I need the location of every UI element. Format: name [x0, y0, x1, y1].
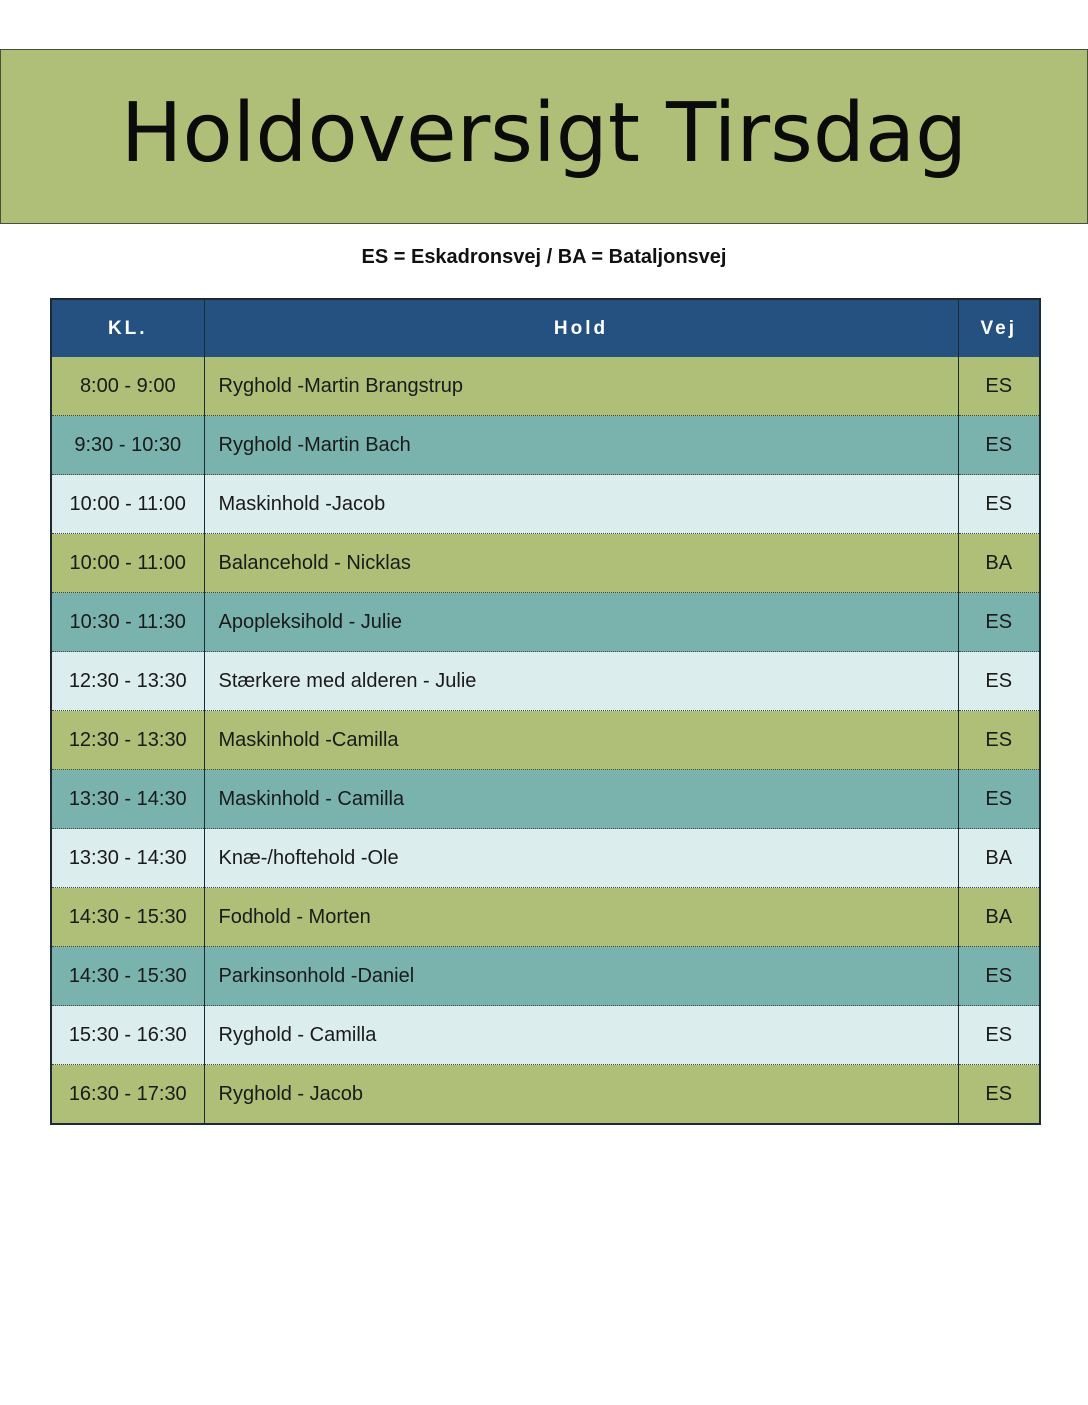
row-hold: Parkinsonhold -Daniel [204, 947, 958, 1006]
table-row [51, 652, 1040, 711]
row-hold: Ryghold - Jacob [204, 1065, 958, 1125]
table-row [51, 770, 1040, 829]
schedule-table [50, 298, 1041, 1125]
row-time: 13:30 - 14:30 [51, 770, 204, 829]
table-row [51, 947, 1040, 1006]
row-time: 14:30 - 15:30 [51, 888, 204, 947]
row-hold: Stærkere med alderen - Julie [204, 652, 958, 711]
table-row [51, 534, 1040, 593]
row-time: 8:00 - 9:00 [51, 357, 204, 416]
row-vej: ES [958, 947, 1040, 1006]
header-hold: Hold [204, 299, 958, 357]
row-time: 13:30 - 14:30 [51, 829, 204, 888]
row-vej: ES [958, 770, 1040, 829]
row-hold: Ryghold - Camilla [204, 1006, 958, 1065]
row-time: 10:00 - 11:00 [51, 475, 204, 534]
row-vej: ES [958, 416, 1040, 475]
row-vej: ES [958, 652, 1040, 711]
row-hold: Maskinhold -Jacob [204, 475, 958, 534]
row-hold: Fodhold - Morten [204, 888, 958, 947]
row-hold: Apopleksihold - Julie [204, 593, 958, 652]
row-time: 15:30 - 16:30 [51, 1006, 204, 1065]
row-time: 12:30 - 13:30 [51, 711, 204, 770]
table-row [51, 711, 1040, 770]
table-row [51, 888, 1040, 947]
row-vej: ES [958, 1006, 1040, 1065]
table-row [51, 357, 1040, 416]
row-vej: ES [958, 593, 1040, 652]
row-hold: Balancehold - Nicklas [204, 534, 958, 593]
table-row [51, 475, 1040, 534]
row-time: 14:30 - 15:30 [51, 947, 204, 1006]
row-vej: ES [958, 1065, 1040, 1125]
row-hold: Maskinhold -Camilla [204, 711, 958, 770]
title-banner [0, 49, 1088, 224]
row-time: 10:00 - 11:00 [51, 534, 204, 593]
location-legend: ES = Eskadronsvej / BA = Bataljonsvej [361, 246, 727, 268]
table-row [51, 1065, 1040, 1125]
page-title: Holdoversigt Tirsdag [120, 86, 968, 181]
row-hold: Ryghold -Martin Brangstrup [204, 357, 958, 416]
row-time: 10:30 - 11:30 [51, 593, 204, 652]
row-vej: ES [958, 357, 1040, 416]
table-row [51, 829, 1040, 888]
table-row [51, 1006, 1040, 1065]
row-vej: BA [958, 534, 1040, 593]
row-vej: BA [958, 829, 1040, 888]
row-time: 12:30 - 13:30 [51, 652, 204, 711]
row-vej: ES [958, 711, 1040, 770]
row-vej: ES [958, 475, 1040, 534]
row-hold: Knæ-/hoftehold -Ole [204, 829, 958, 888]
table-row [51, 416, 1040, 475]
row-hold: Ryghold -Martin Bach [204, 416, 958, 475]
header-vej: Vej [958, 299, 1040, 357]
row-hold: Maskinhold - Camilla [204, 770, 958, 829]
row-time: 16:30 - 17:30 [51, 1065, 204, 1125]
header-time: KL. [51, 299, 204, 357]
row-time: 9:30 - 10:30 [51, 416, 204, 475]
table-header-row [51, 299, 1040, 357]
table-row [51, 593, 1040, 652]
row-vej: BA [958, 888, 1040, 947]
